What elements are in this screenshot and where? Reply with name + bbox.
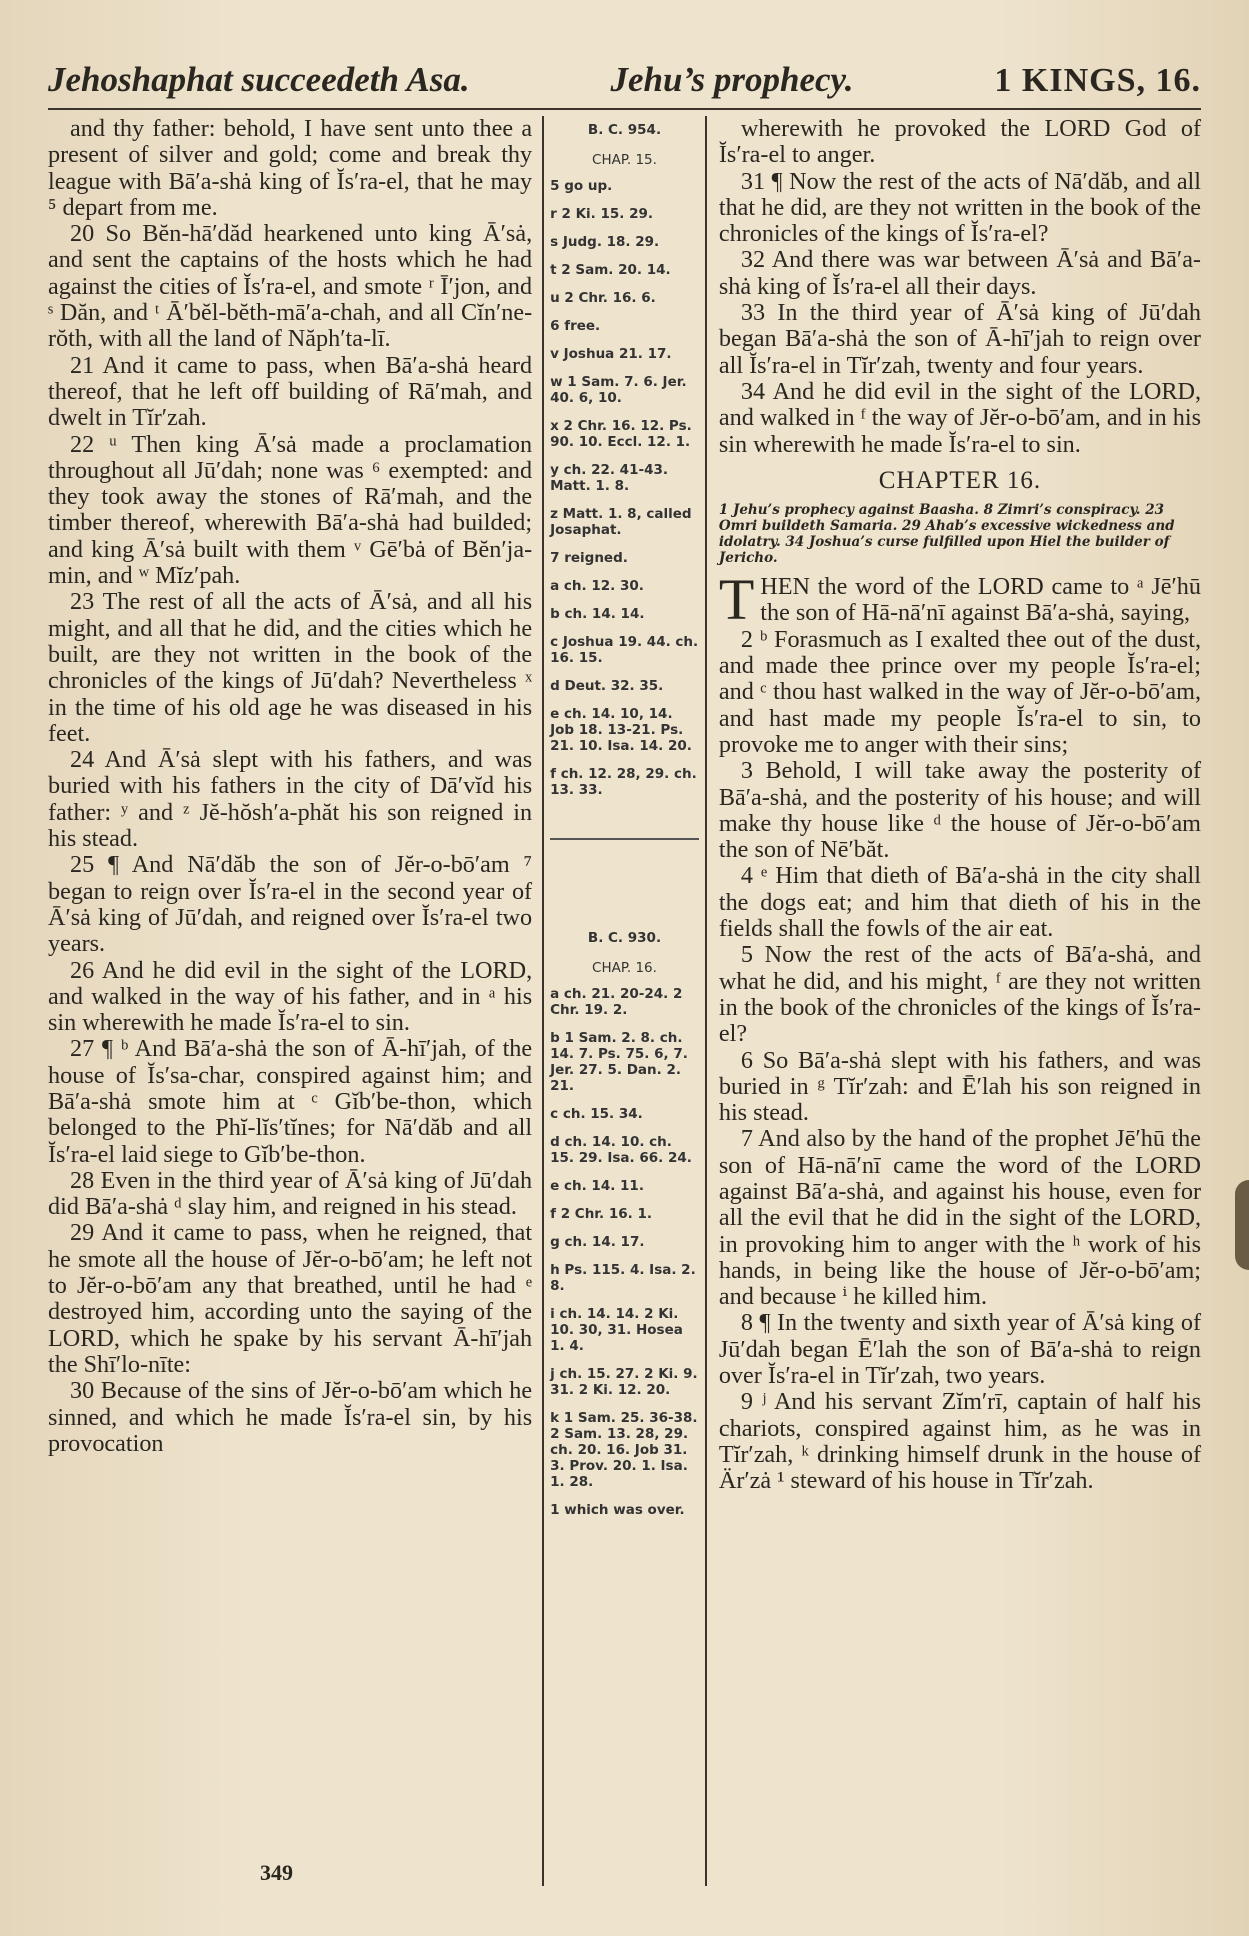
header-center-title: Jehu’s prophecy. [610, 60, 854, 99]
references-top [550, 178, 699, 798]
text-columns [48, 116, 1201, 1886]
cross-reference: v Joshua 21. 17. [550, 346, 672, 362]
cross-reference: f ch. 12. 28, 29. ch. 13. 33. [550, 766, 697, 798]
cross-reference: 6 free. [550, 318, 601, 334]
cross-reference: x 2 Chr. 16. 12. Ps. 90. 10. Eccl. 12. 1. [550, 418, 692, 450]
running-header [48, 60, 1201, 110]
verse-paragraph: 25 ¶ And Nā′dăb the son of Jĕr-o-bō′am ⁷ began to reign over Ĭs′ra-el in the second year of Ā′sȧ king of Jū′dah, and reigned over Ĭs′ra-el two years. [48, 851, 533, 958]
verse-paragraph: 28 Even in the third year of Ā′sȧ king of Jū′dah did Bā′a-shȧ ᵈ slay him, and reigned in his stead. [48, 1166, 533, 1221]
chapter-ref-top: CHAP. 15. [592, 152, 657, 168]
verse-paragraph: and thy father: behold, I have sent unto thee a present of silver and gold; come and break thy league with Bā′a-shȧ king of Ĭs′ra-el, that he may ⁵ depart from me. [48, 115, 533, 221]
cross-reference: b 1 Sam. 2. 8. ch. 14. 7. Ps. 75. 6, 7. Jer. 27. 5. Dan. 2. 21. [550, 1030, 688, 1094]
header-book-chapter: 1 KINGS, 16. [994, 62, 1201, 99]
verse-paragraph: 5 Now the rest of the acts of Bā′a-shȧ, and what he did, and his might, ᶠ are they not written in the book of the chronicles of the kings of Ĭs′ra-el? [718, 941, 1201, 1048]
references-bottom [550, 986, 699, 1518]
right-text-column [707, 116, 1201, 1886]
verse-paragraph: 22 ᵘ Then king Ā′sȧ made a proclamation throughout all Jū′dah; none was ⁶ exempted: and they took away the stones of Rā′mah, and the timber thereof, wherewith Bā′a-shȧ had builded; and king Ā′sȧ built with them ᵛ Gē′bȧ of Bĕn′ja-min, and ʷ Mĭz′pah. [48, 430, 533, 590]
verse-paragraph: 9 ʲ And his servant Zĭm′rī, captain of half his chariots, conspired against him, as he was in Tĭr′zah, ᵏ drinking himself drunk in the house of Är′zȧ ¹ steward of his house in Tĭr′zah. [718, 1388, 1201, 1495]
verse-paragraph: 6 So Bā′a-shȧ slept with his fathers, and was buried in ᵍ Tĭr′zah: and Ē′lah his son reigned in his stead. [718, 1046, 1201, 1127]
chapter-title: CHAPTER 16. [878, 466, 1042, 494]
chapter-summary: 1 Jehu’s prophecy against Baasha. 8 Zimri’s conspiracy. 23 Omri buildeth Samaria. 29 Ahab’s excessive wickedness and idolatry. 34 Joshua’s curse fulfilled upon Hiel the builder of Jericho. [718, 502, 1175, 567]
cross-reference: a ch. 21. 20-24. 2 Chr. 19. 2. [550, 986, 683, 1018]
chapter-16-verses [719, 627, 1201, 1495]
cross-reference: 7 reigned. [550, 550, 628, 566]
verse-1: HEN the word of the LORD came to ᵃ Jē′hū the son of Hā-nā′nī against Bā′a-shȧ, saying, [760, 573, 1201, 627]
verse-paragraph: 23 The rest of all the acts of Ā′sȧ, and all his might, and all that he did, and the cities which he built, are they not written in the book of the chronicles of the kings of Jū′dah? Nevertheless ˣ in the time of his old age he was diseased in his feet. [48, 588, 533, 747]
cross-reference: f 2 Chr. 16. 1. [550, 1206, 653, 1222]
cross-reference: b ch. 14. 14. [550, 606, 645, 622]
verse-paragraph: 8 ¶ In the twenty and sixth year of Ā′sȧ king of Jū′dah began Ē′lah the son of Bā′a-shȧ to reign over Ĭs′ra-el in Tĭr′zah, two years. [718, 1309, 1201, 1390]
verse-paragraph: 30 Because of the sins of Jĕr-o-bō′am which he sinned, and which he made Ĭs′ra-el sin, by his provocation [48, 1377, 533, 1457]
cross-reference: s Judg. 18. 29. [550, 234, 660, 250]
chapter-ref-bottom: CHAP. 16. [592, 960, 657, 976]
verse-paragraph: 27 ¶ ᵇ And Bā′a-shȧ the son of Ā-hī′jah, of the house of Ĭs′sa-char, conspired against him; and Bā′a-shȧ smote him at ᶜ Gĭb′be-thon, which belonged to the Phĭ-lĭs′tĭnes; for Nā′dăb and all Ĭs′ra-el laid siege to Gĭb′be-thon. [48, 1035, 533, 1168]
cross-reference: c Joshua 19. 44. ch. 16. 15. [550, 634, 699, 666]
cross-reference: y ch. 22. 41-43. Matt. 1. 8. [550, 462, 668, 494]
verse-paragraph: wherewith he provoked the LORD God of Ĭs′ra-el to anger. [718, 115, 1201, 169]
cross-reference: c ch. 15. 34. [550, 1106, 643, 1122]
verse-paragraph: 32 And there was war between Ā′sȧ and Bā′a-shȧ king of Ĭs′ra-el all their days. [718, 246, 1201, 300]
cross-reference: j ch. 15. 27. 2 Ki. 9. 31. 2 Ki. 12. 20. [550, 1366, 698, 1398]
verse-paragraph: 26 And he did evil in the sight of the LORD, and walked in the way of his father, and in ᵃ his sin wherewith he made Ĭs′ra-el to sin. [48, 956, 533, 1037]
date-top: B. C. 954. [587, 122, 662, 138]
verse-paragraph: 29 And it came to pass, when he reigned, that he smote all the house of Jĕr-o-bō′am; he left not to Jĕr-o-bō′am any that breathed, until he had ᵉ destroyed him, according unto the saying of the LORD, which he spake by his servant Ā-hī′jah the Shī′lo-nīte: [48, 1219, 533, 1378]
cross-reference: 5 go up. [550, 178, 613, 194]
reference-divider [550, 838, 699, 840]
verse-paragraph: 33 In the third year of Ā′sȧ king of Jū′dah began Bā′a-shȧ the son of Ā-hī′jah to reign over all Ĭs′ra-el in Tĭr′zah, twenty and four years. [718, 299, 1201, 379]
cross-reference: h Ps. 115. 4. Isa. 2. 8. [550, 1262, 696, 1294]
verse-paragraph: 34 And he did evil in the sight of the LORD, and walked in ᶠ the way of Jĕr-o-bō′am, and in his sin wherewith he made Ĭs′ra-el to sin. [718, 377, 1201, 458]
cross-reference: g ch. 14. 17. [550, 1234, 645, 1250]
page-number: 349 [260, 1860, 293, 1885]
cross-reference: r 2 Ki. 15. 29. [550, 206, 654, 222]
verse-paragraph: 21 And it came to pass, when Bā′a-shȧ heard thereof, that he left off building of Rā′mah, and dwelt in Tĭr′zah. [48, 351, 533, 432]
cross-reference: e ch. 14. 10, 14. Job 18. 13-21. Ps. 21. 10. Isa. 14. 20. [550, 706, 692, 754]
reference-column [542, 116, 707, 1886]
verse-paragraph: 7 And also by the hand of the prophet Jē′hū the son of Hā-nā′nī came the word of the LORD against Bā′a-shȧ, and against his house, even for all the evil that he did in the sight of the LORD, in provoking him to anger with the ʰ work of his hands, in being like the house of Jĕr-o-bō′am; and because ⁱ he killed him. [718, 1125, 1201, 1311]
verse-paragraph: 31 ¶ Now the rest of the acts of Nā′dăb, and all that he did, are they not written in the book of the chronicles of the kings of Ĭs′ra-el? [718, 167, 1201, 248]
cross-reference: z Matt. 1. 8, called Josaphat. [550, 506, 692, 538]
cross-reference: 1 which was over. [550, 1502, 685, 1518]
cross-reference: t 2 Sam. 20. 14. [550, 262, 671, 278]
verse-paragraph: 4 ᵉ Him that dieth of Bā′a-shȧ in the city shall the dogs eat; and him that dieth of his in the fields shall the fowls of the air eat. [718, 862, 1201, 943]
cross-reference: i ch. 14. 14. 2 Ki. 10. 30, 31. Hosea 1. 4. [550, 1306, 683, 1354]
cross-reference: d ch. 14. 10. ch. 15. 29. Isa. 66. 24. [550, 1134, 692, 1166]
cross-reference: e ch. 14. 11. [550, 1178, 644, 1194]
drop-cap: T [718, 567, 755, 633]
cross-reference: u 2 Chr. 16. 6. [550, 290, 656, 306]
left-text-column [48, 116, 542, 1886]
header-left-title: Jehoshaphat succeedeth Asa. [48, 60, 470, 99]
cross-reference: d Deut. 32. 35. [550, 678, 664, 694]
verse-paragraph: 24 And Ā′sȧ slept with his fathers, and was buried with his fathers in the city of Dā′vĭd his father: ʸ and ᶻ Jĕ-hŏsh′a-phăt his son reigned in his stead. [48, 746, 533, 853]
verse-paragraph: 20 So Bĕn-hā′dăd hearkened unto king Ā′sȧ, and sent the captains of the hosts which he had against the cities of Ĭs′ra-el, and smote ʳ Ī′jon, and ˢ Dăn, and ᵗ Ā′bĕl-bĕth-mā′a-chah, and all Cĭn′ne-rŏth, with all the land of Năph′ta-lī. [48, 220, 533, 353]
cross-reference: k 1 Sam. 25. 36-38. 2 Sam. 13. 28, 29. ch. 20. 16. Job 31. 3. Prov. 20. 1. Isa. 1. 28. [550, 1410, 698, 1490]
chapter-15-ending [719, 116, 1201, 458]
cross-reference: w 1 Sam. 7. 6. Jer. 40. 6, 10. [550, 374, 687, 406]
verse-paragraph: 3 Behold, I will take away the posterity of Bā′a-shȧ, and the posterity of his house; and will make thy house like ᵈ the house of Jĕr-o-bō′am the son of Nē′băt. [718, 757, 1201, 864]
thumb-index-tab [1235, 1180, 1249, 1270]
cross-reference: a ch. 12. 30. [550, 578, 644, 594]
verse-paragraph: 2 ᵇ Forasmuch as I exalted thee out of the dust, and made thee prince over my people Ĭs′ra-el; and ᶜ thou hast walked in the way of Jĕr-o-bō′am, and hast made my people Ĭs′ra-el to sin, to provoke me to anger with their sins; [718, 625, 1201, 758]
date-bottom: B. C. 930. [587, 930, 662, 946]
